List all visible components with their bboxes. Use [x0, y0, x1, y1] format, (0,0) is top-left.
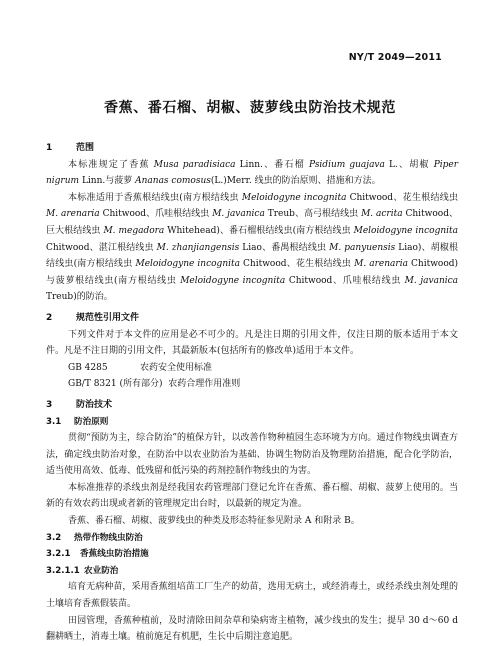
subsection-number: 3.1: [46, 416, 62, 427]
text-run: Treub)的防治。: [46, 292, 113, 303]
paragraph-agri-2: 田园管理，香蕉种植前，及时清除田间杂草和染病寄主植物，减少线虫的发生；提早 30 d～60 d 翻耕晒土，消毒土壤。植前施足有机肥，生长中后期注意追肥。: [46, 615, 458, 643]
standard-number: NY/T 2049—2011: [348, 52, 442, 63]
latin-name: Meloidogyne incognita: [353, 225, 458, 236]
latin-name: M. javanica: [212, 209, 265, 220]
latin-name: M. arenaria: [354, 259, 408, 270]
text-run: (L.)Merr. 线虫的防治原则、措施和方法。: [210, 176, 381, 187]
subsection-title: 香蕉线虫防治措施: [80, 549, 149, 560]
subsection-number: 3.2.1: [46, 549, 71, 560]
paragraph-references: 下列文件对于本文件的应用是必不可少的。凡是注日期的引用文件，仅注日期的版本适用于本文件。凡是不注日期的引用文件，其最新版本(包括所有的修改单)适用于本文件。: [46, 329, 458, 357]
reference-item: [46, 360, 458, 377]
text-run: 本标准规定了香蕉: [68, 159, 154, 170]
subsection-heading-3-2: [46, 530, 458, 547]
text-run: Liao)、胡椒根结线虫(南方根结线虫: [46, 242, 459, 270]
text-run: Liao、番禺根结线虫: [239, 242, 330, 253]
latin-name: M. acrita: [361, 209, 403, 220]
latin-name: M. arenaria: [46, 209, 100, 220]
paragraph-principle-1: 贯彻“预防为主，综合防治”的植保方针，以改善作物种植园生态环境为方向。通过作物线虫调查方法，确定线虫防治对象，在防治中以农业防治为基础、协调生物防治及物理防治措施，配合化学防治，适当使用高效、低毒、低残留和低污染的药剂控制作物线虫的为害。: [46, 433, 458, 477]
subsection-title: 农业防治: [84, 565, 119, 576]
reference-code: GB/T 8321 (所有部分): [68, 379, 163, 390]
document-title: 香蕉、番石榴、胡椒、菠萝线虫防治技术规范: [104, 100, 396, 116]
subsection-title: 防治原则: [74, 416, 109, 427]
latin-name: Ananas comosus: [135, 176, 211, 187]
text-run: 本标准适用于香蕉根结线虫(南方根结线虫: [68, 192, 242, 203]
subsection-number: 3.2: [46, 532, 62, 543]
subsection-heading-3-2-1: [46, 546, 458, 563]
text-run: Chitwood、爪哇根结线虫: [99, 209, 213, 220]
section-title: 防治技术: [76, 399, 113, 410]
section-number: 1: [46, 143, 53, 153]
section-heading-1: [46, 140, 458, 157]
latin-name: M. zhanjiangensis: [156, 242, 240, 253]
section-heading-2: [46, 310, 458, 327]
reference-item: [46, 376, 458, 393]
text-run: Chitwood、湛江根结线虫: [46, 242, 157, 253]
latin-name: Meloidogyne incognita: [135, 259, 240, 270]
reference-name: 农药安全使用标准: [140, 362, 213, 373]
text-run: Chitwood)与菠萝根结线虫(南方根结线虫: [46, 259, 459, 286]
document-body: [46, 140, 458, 646]
section-number: 3: [46, 399, 53, 410]
latin-name: Psidium guajava: [309, 159, 385, 170]
paragraph-principle-2: 本标准推荐的杀线虫剂是经我国农药管理部门登记允许在香蕉、番石榴、胡椒、菠萝上使用的。当新的有效农药出现或者新的管理规定出台时，以最新的规定为准。: [46, 482, 458, 510]
latin-name: M. javanica: [404, 275, 459, 286]
subsection-number: 3.2.1.1: [46, 565, 80, 576]
section-title: 规范性引用文件: [76, 312, 140, 323]
latin-name: M. megadora: [103, 225, 165, 236]
text-run: Chitwood、花生根结线虫: [239, 259, 355, 270]
reference-code: GB 4285: [68, 362, 108, 373]
text-run: Chitwood、爪哇根结线虫: [285, 275, 405, 286]
latin-name: Piper nigrum: [46, 159, 459, 187]
text-run: Chitwood、花生根结线虫: [346, 192, 459, 203]
section-number: 2: [46, 312, 53, 323]
latin-name: Meloidogyne incognita: [241, 192, 347, 203]
section-title: 范围: [76, 143, 95, 153]
text-run: Chitwood、巨大根结线虫: [46, 209, 459, 236]
text-run: L.、胡椒: [384, 159, 434, 170]
latin-name: Meloidogyne incognita: [180, 275, 286, 286]
text-run: Whitehead)、番石榴根结线虫(南方根结线虫: [164, 225, 354, 236]
text-run: Linn.与菠萝: [79, 176, 136, 187]
paragraph-scope-2: [46, 190, 458, 306]
paragraph-agri-1: 培育无病种苗，采用香蕉组培苗工厂生产的幼苗，选用无病土，或经消毒土，或经杀线虫剂处理的土壤培育香蕉假装苗。: [46, 582, 458, 610]
paragraph-scope-1: [46, 157, 458, 190]
text-run: Linn.、番石榴: [235, 159, 309, 170]
reference-name: 农药合理作用准则: [168, 379, 241, 390]
latin-name: M. panyuensis: [329, 242, 396, 253]
subsection-heading-3-2-1-1: [46, 563, 458, 580]
section-heading-3: [46, 397, 458, 414]
paragraph-principle-3: 香蕉、番石榴、胡椒、菠萝线虫的种类及形态特征参见附录 A 和附录 B。: [68, 516, 360, 527]
latin-name: Musa paradisiaca: [153, 159, 236, 170]
subsection-title: 热带作物线虫防治: [74, 532, 143, 543]
text-run: Treub、高弓根结线虫: [264, 209, 362, 220]
subsection-heading-3-1: [46, 414, 458, 431]
